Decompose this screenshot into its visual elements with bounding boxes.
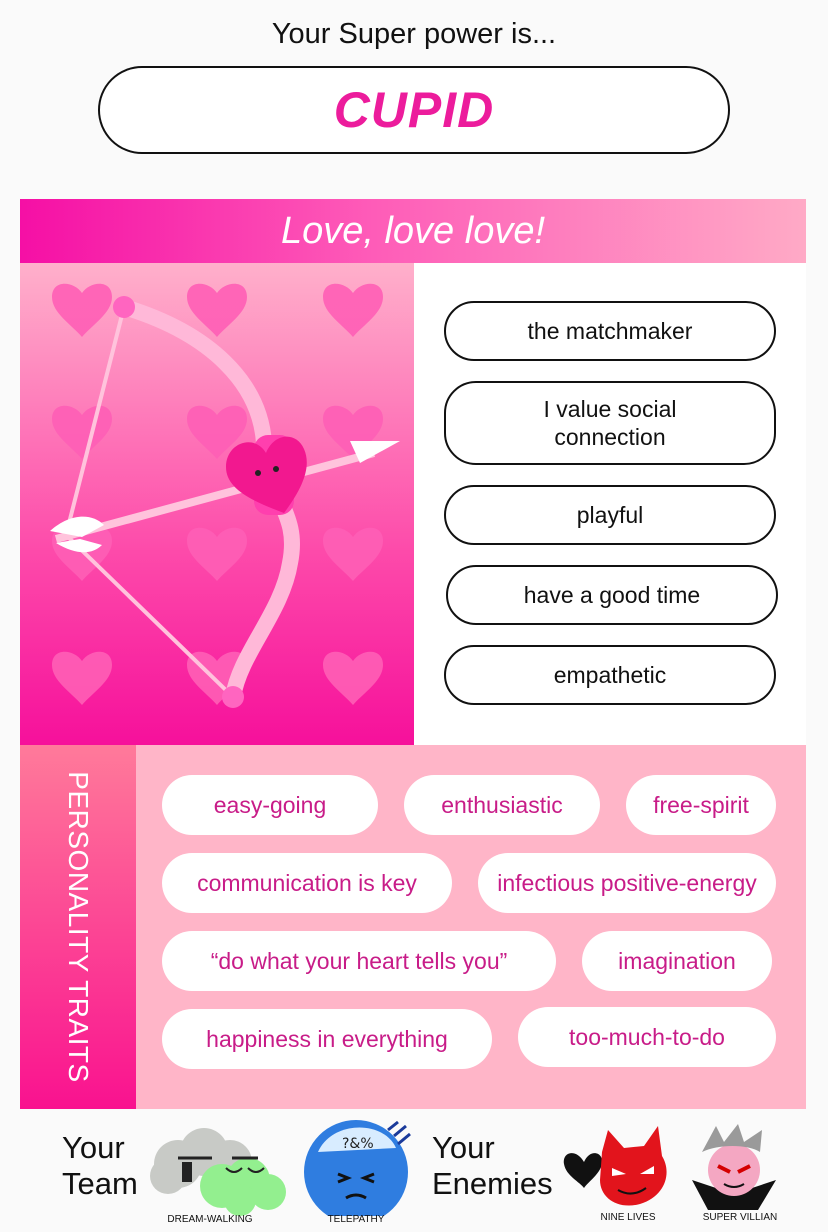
trait-chip: communication is key <box>162 853 452 913</box>
devil-cat-icon <box>562 1122 674 1214</box>
trait-chip: happiness in everything <box>162 1009 492 1069</box>
trait-chip: free-spirit <box>626 775 776 835</box>
trait-chip: imagination <box>582 931 772 991</box>
trait-chip: easy-going <box>162 775 378 835</box>
thinking-head-icon <box>302 1112 414 1216</box>
descriptor-pill: have a good time <box>446 565 778 625</box>
descriptor-panel <box>414 263 806 745</box>
enemies-label: Your Enemies <box>432 1130 553 1201</box>
sleepy-cloud-icon <box>148 1124 290 1216</box>
intro-text: Your Super power is... <box>271 18 557 50</box>
traits-label: PERSONALITY TRAITS <box>63 771 94 1083</box>
hero-illustration <box>20 263 414 745</box>
enemy-name: SUPER VILLIAN <box>702 1212 778 1223</box>
team-label: Your Team <box>62 1130 138 1201</box>
descriptor-pill: the matchmaker <box>444 301 776 361</box>
vampire-villain-icon <box>688 1124 780 1216</box>
tagline-banner <box>20 199 806 263</box>
team-member-name: DREAM-WALKING <box>167 1214 253 1225</box>
tagline: Love, love love! <box>280 209 546 252</box>
traits-side-banner <box>20 745 136 1109</box>
trait-chip: “do what your heart tells you” <box>162 931 556 991</box>
trait-chip: too-much-to-do <box>518 1007 776 1067</box>
descriptor-pill: empathetic <box>444 645 776 705</box>
personality-traits-panel <box>20 745 806 1109</box>
cupid-bow-icon <box>20 263 414 745</box>
team-member-name: TELEPATHY <box>327 1214 385 1225</box>
svg-text:?&%: ?&% <box>342 1136 374 1152</box>
trait-chip: enthusiastic <box>404 775 600 835</box>
descriptor-pill: I value social connection <box>444 381 776 465</box>
power-name: CUPID <box>333 82 495 138</box>
trait-chip: infectious positive-energy <box>478 853 776 913</box>
power-name-box <box>98 66 730 154</box>
descriptor-pill: playful <box>444 485 776 545</box>
enemy-name: NINE LIVES <box>600 1212 656 1223</box>
